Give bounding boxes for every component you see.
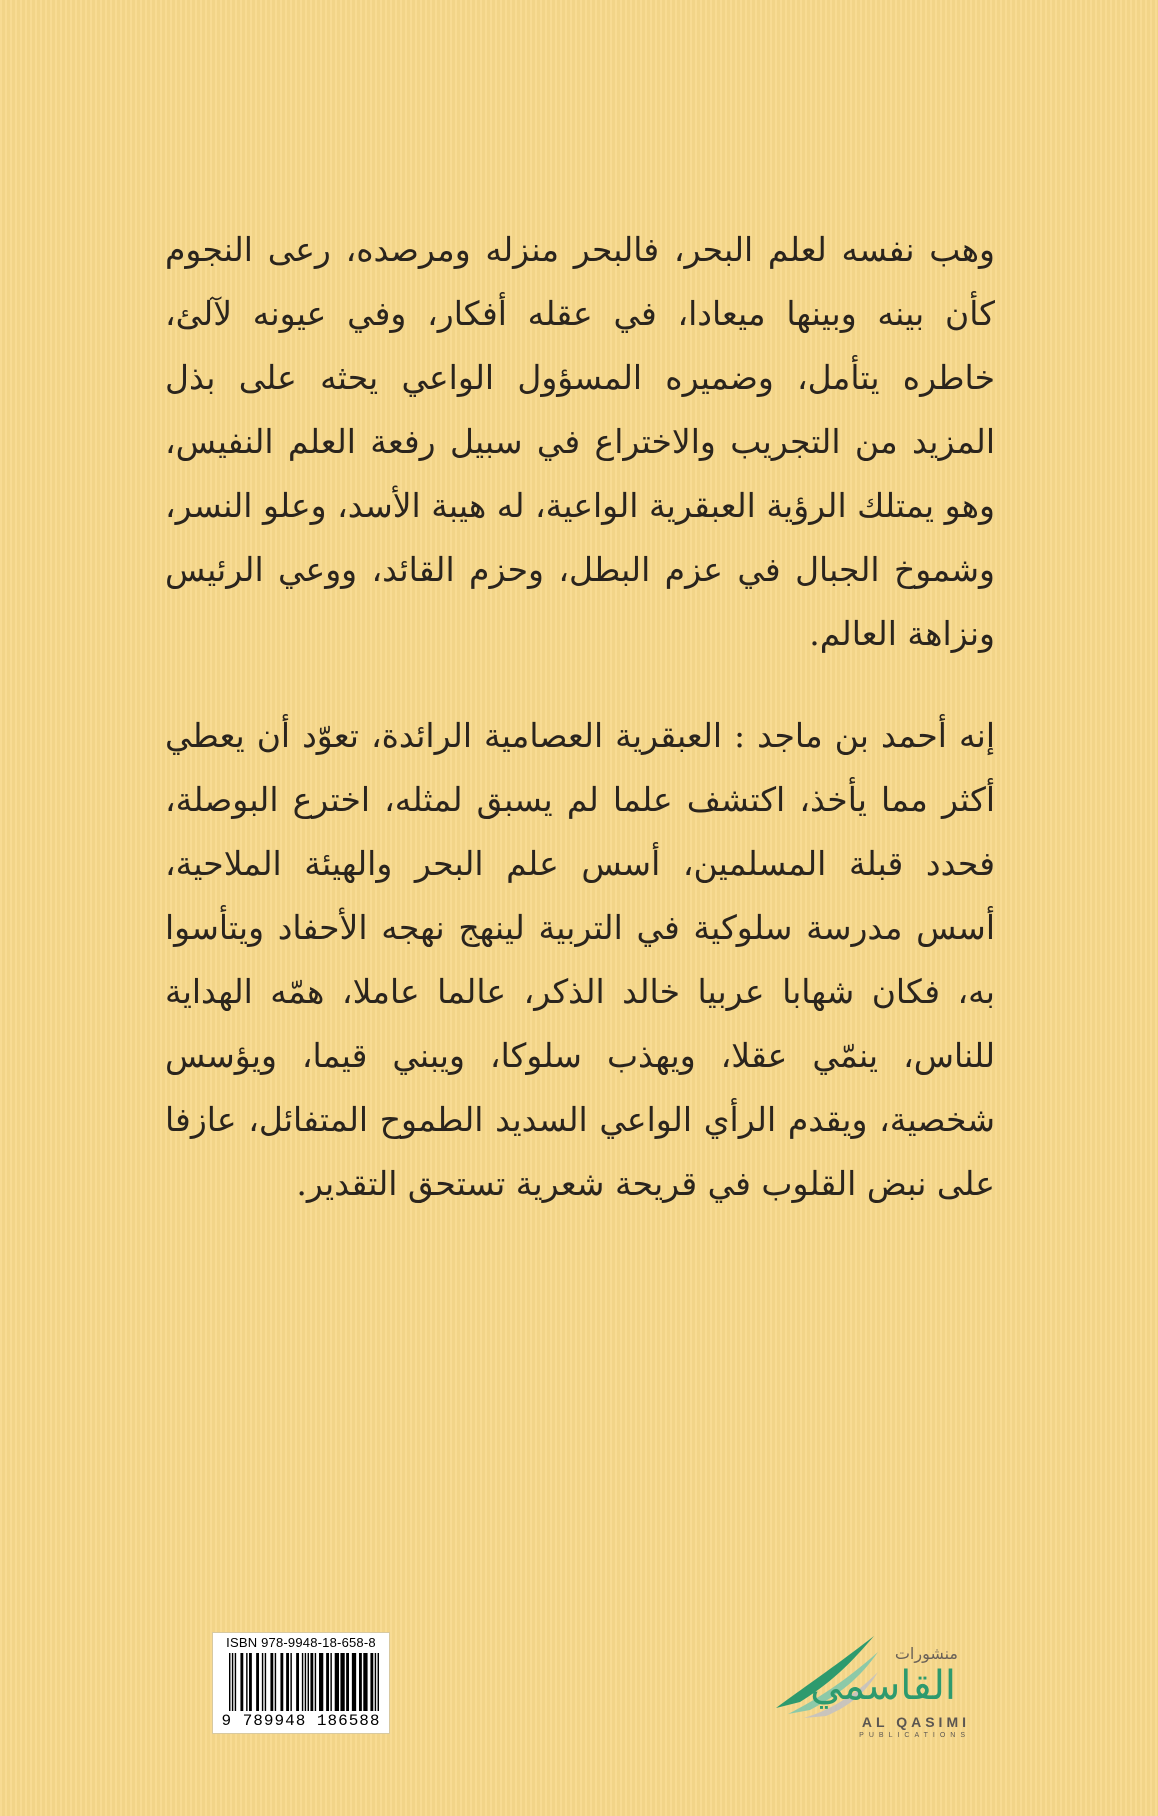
barcode-bar xyxy=(290,1653,291,1711)
barcode-bars xyxy=(229,1653,379,1711)
barcode-bar xyxy=(375,1653,376,1711)
barcode-bar xyxy=(340,1653,344,1711)
barcode-bar xyxy=(359,1653,362,1711)
barcode-bar xyxy=(378,1653,379,1711)
barcode-bar xyxy=(275,1653,276,1711)
barcode-bar xyxy=(240,1653,243,1711)
barcode-bar xyxy=(335,1653,339,1711)
blurb-paragraph-1: وهب نفسه لعلم البحر، فالبحر منزله ومرصده، رعى النجوم كأن بينه وبينها ميعادا، في عقله أفكار، وفي عيونه لآلئ، خاطره يتأمل، وضميره المسؤول الواعي يحثه على بذل المزيد من التجريب والاختراع في سبيل رفعة العلم النفيس، وهو يمتلك الرؤية العبقرية الواعية، له هيبة الأسد، وعلو النسر، وشموخ الجبال في عزم البطل، وحزم القائد، ووعي الرئيس ونزاهة العالم. xyxy=(165,230,995,653)
barcode-bar xyxy=(229,1653,230,1711)
barcode-bar xyxy=(308,1653,309,1711)
barcode-bar xyxy=(296,1653,299,1711)
barcode-bar xyxy=(310,1653,313,1711)
barcode-bar xyxy=(346,1653,349,1711)
barcode-bar xyxy=(302,1653,303,1711)
publisher-label: منشورات xyxy=(894,1644,958,1663)
barcode-bar xyxy=(319,1653,323,1711)
barcode-digits: 9 789948 186588 xyxy=(221,1712,381,1730)
publisher-name-arabic: القاسمي xyxy=(810,1663,956,1709)
barcode-bar xyxy=(305,1653,306,1711)
barcode-bar xyxy=(256,1653,259,1711)
blurb-paragraph-2: إنه أحمد بن ماجد : العبقرية العصامية الرائدة، تعوّد أن يعطي أكثر مما يأخذ، اكتشف علما لم يسبق لمثله، اخترع البوصلة، فحدد قبلة المسلمين، أسس علم البحر والهيئة الملاحية، أسس مدرسة سلوكية في التربية لينهج نهجه الأحفاد ويتأسوا به، فكان شهابا عربيا خالد الذكر، عالما عاملا، همّه الهداية للناس، ينمّي عقلا، ويهذب سلوكا، ويبني قيما، ويؤسس شخصية، ويقدم الرأي الواعي السديد الطموح المتفائل، عازفا على نبض القلوب في قريحة شعرية تستحق التقدير. xyxy=(165,716,995,1203)
isbn-label: ISBN 978-9948-18-658-8 xyxy=(226,1635,376,1650)
barcode-bar xyxy=(246,1653,247,1711)
barcode-bar xyxy=(326,1653,329,1711)
barcode-bar xyxy=(265,1653,266,1711)
barcode-bar xyxy=(286,1653,289,1711)
publisher-subtitle: PUBLICATIONS xyxy=(859,1732,970,1739)
barcode-bar xyxy=(315,1653,316,1711)
barcode-bar xyxy=(232,1653,233,1711)
barcode-bar xyxy=(280,1653,283,1711)
barcode-bar xyxy=(370,1653,373,1711)
isbn-barcode xyxy=(212,1632,390,1734)
blurb-text xyxy=(165,218,995,1216)
barcode-bar xyxy=(249,1653,252,1711)
barcode-bar xyxy=(330,1653,331,1711)
barcode-bar xyxy=(363,1653,367,1711)
publisher-logo xyxy=(770,1600,1000,1760)
barcode-bar xyxy=(352,1653,356,1711)
publisher-name-english: AL QASIMI xyxy=(861,1714,970,1730)
barcode-bar xyxy=(270,1653,273,1711)
barcode-bar xyxy=(235,1653,236,1711)
barcode-bar xyxy=(262,1653,263,1711)
